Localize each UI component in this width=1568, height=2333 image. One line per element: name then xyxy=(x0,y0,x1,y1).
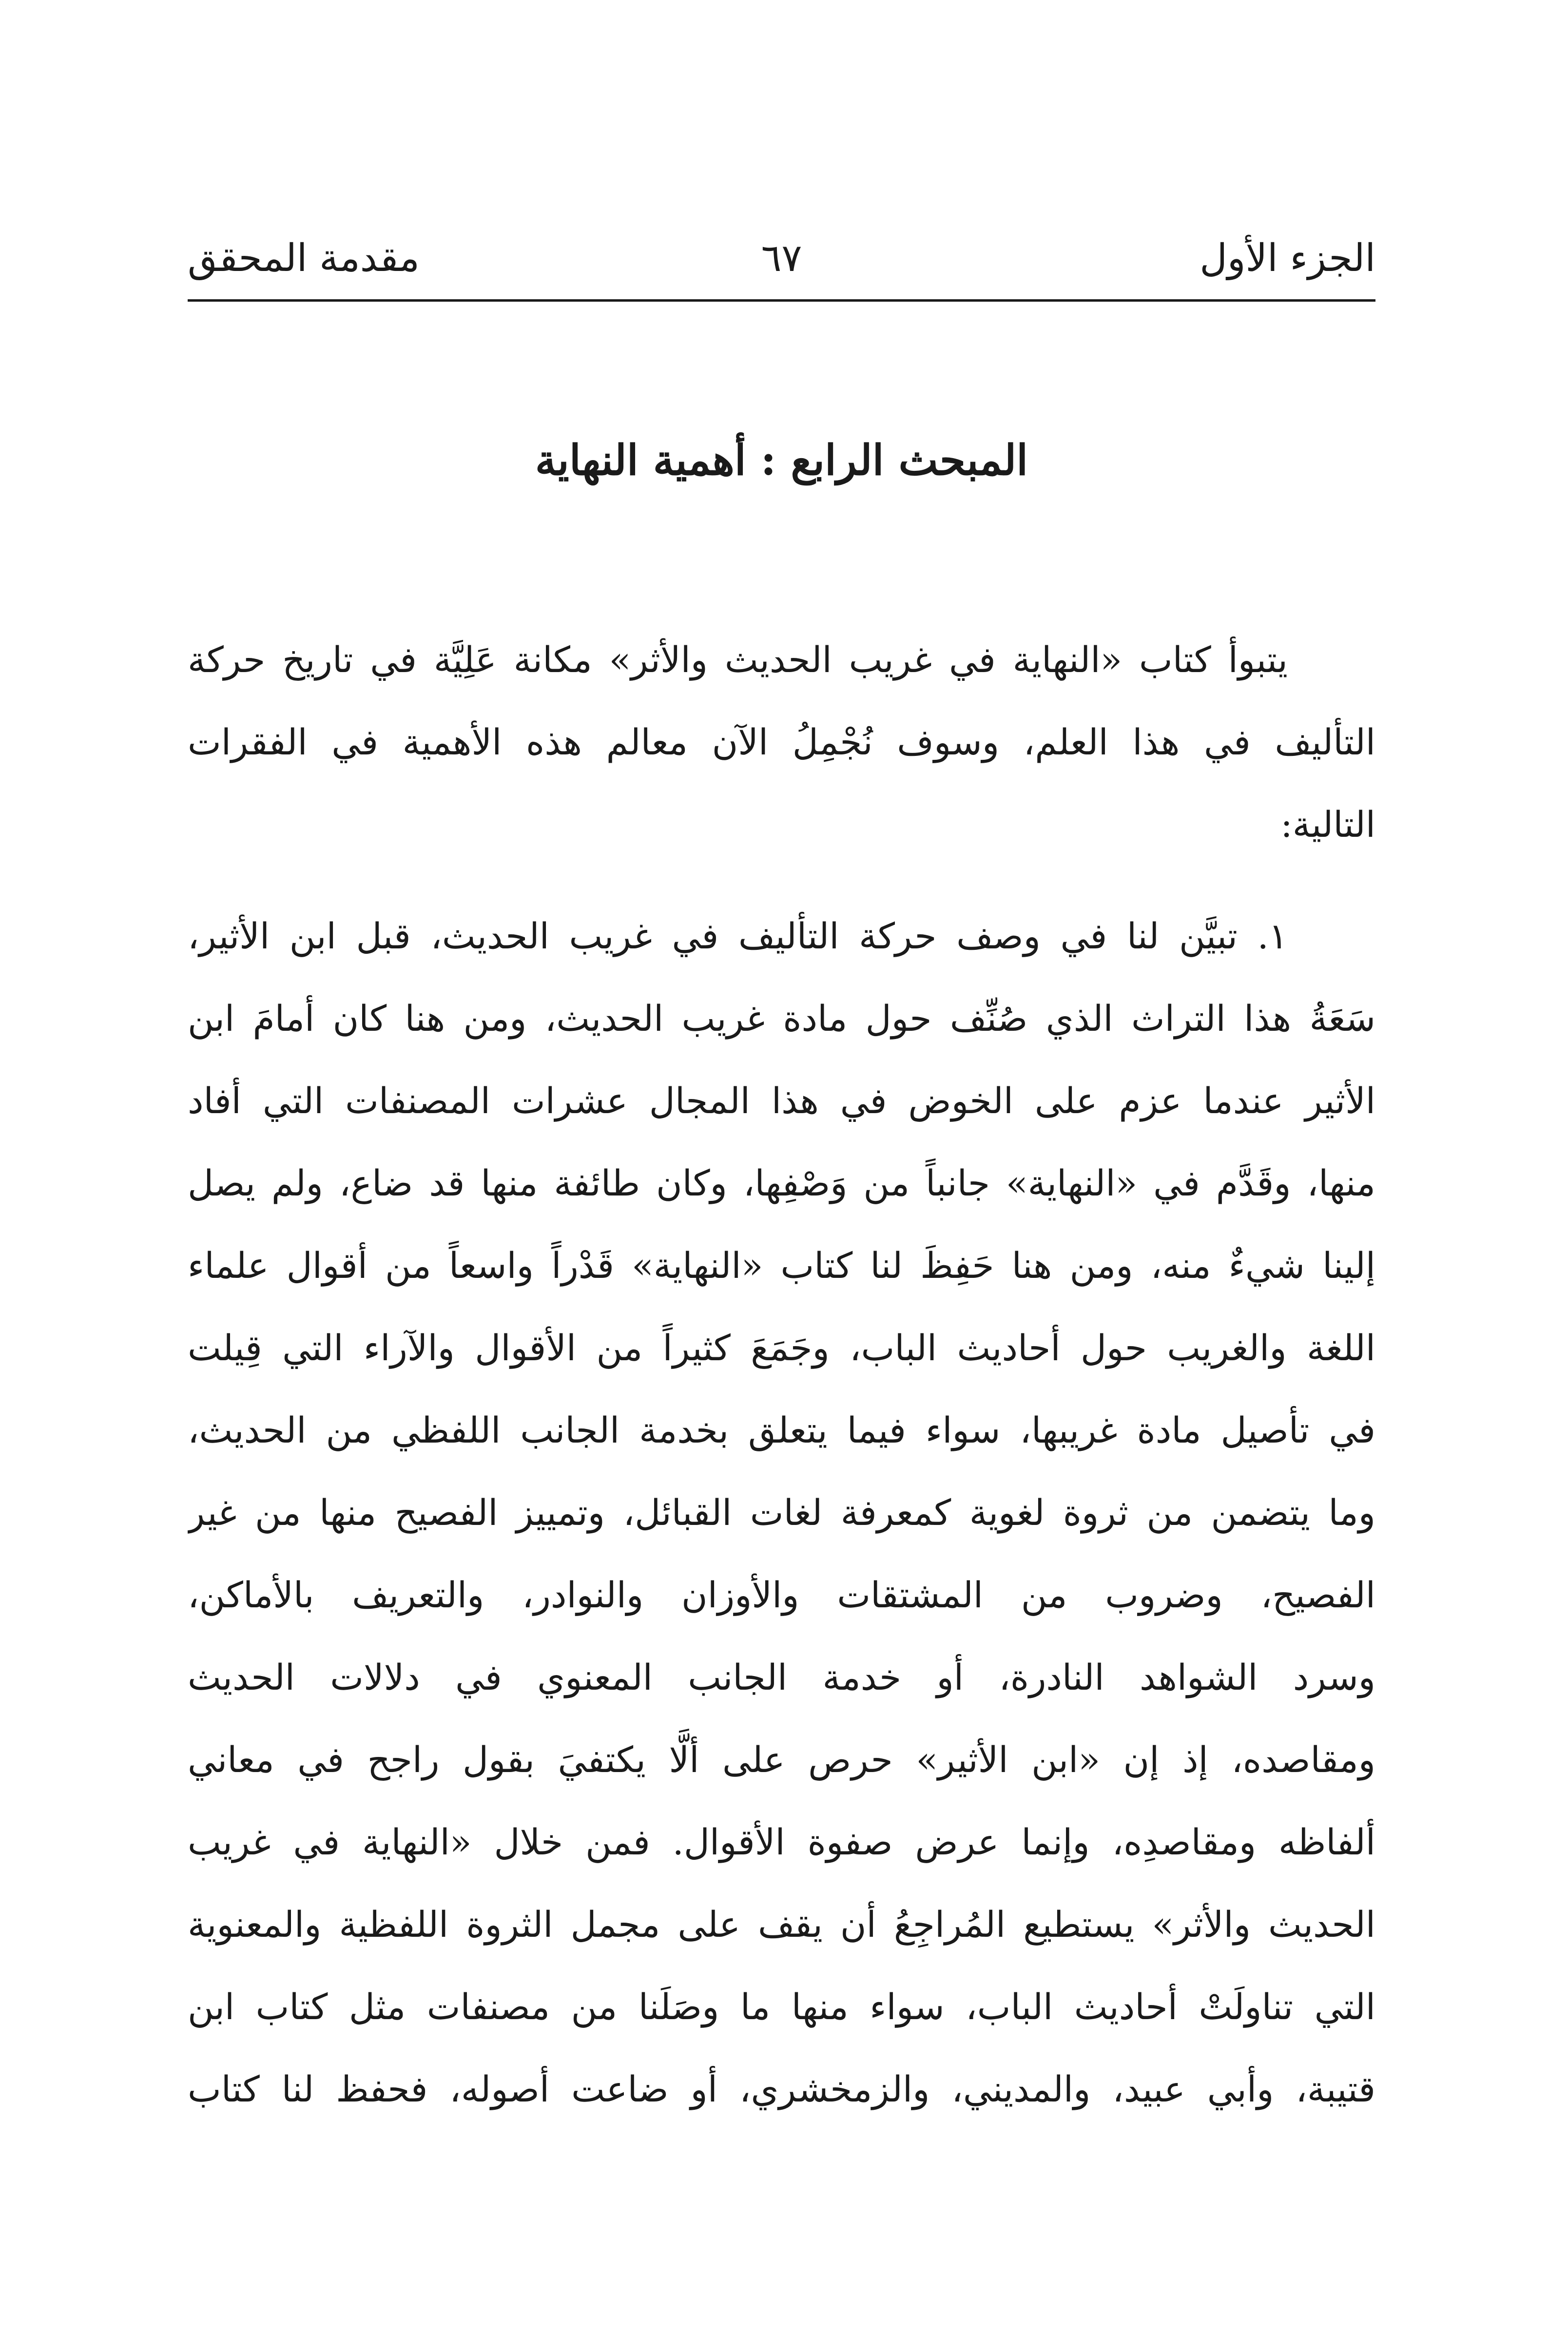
page-number: ٦٧ xyxy=(761,236,802,280)
text-line: التي تناولَتْ أحاديث الباب، سواء منها ما وصَلَنا من مصنفات مثل كتاب ابن xyxy=(188,1986,1375,2028)
text-line: ألفاظه ومقاصدِه، وإنما عرض صفوة الأقوال. فمن خلال «النهاية في غريب xyxy=(188,1822,1375,1863)
text-line: وما يتضمن من ثروة لغوية كمعرفة لغات القبائل، وتمييز الفصيح منها من غير xyxy=(188,1492,1375,1534)
running-header xyxy=(188,222,1375,295)
text-line: ١. تبيَّن لنا في وصف حركة التأليف في غريب الحديث، قبل ابن الأثير، xyxy=(188,916,1288,957)
section-title: المبحث الرابع : أهمية النهاية xyxy=(535,436,1028,485)
header-divider xyxy=(188,299,1375,302)
text-line: يتبوأ كتاب «النهاية في غريب الحديث والأثر» مكانة عَلِيَّة في تاريخ حركة xyxy=(188,639,1288,681)
text-line: ومقاصده، إذ إن «ابن الأثير» حرص على ألَّا يكتفيَ بقول راجح في معاني xyxy=(188,1739,1375,1781)
text-line: إلينا شيءٌ منه، ومن هنا حَفِظَ لنا كتاب «النهاية» قَدْراً واسعاً من أقوال علماء xyxy=(188,1245,1375,1287)
paragraph-2 xyxy=(188,895,1375,2131)
paragraph-gap xyxy=(188,866,1375,895)
text-line: في تأصيل مادة غريبها، سواء فيما يتعلق بخدمة الجانب اللفظي من الحديث، xyxy=(188,1410,1375,1451)
text-line: وسرد الشواهد النادرة، أو خدمة الجانب المعنوي في دلالات الحديث xyxy=(188,1657,1375,1698)
text-line: التالية: xyxy=(1280,804,1375,846)
section-label: مقدمة المحقق xyxy=(188,236,420,280)
text-line: قتيبة، وأبي عبيد، والمديني، والزمخشري، أو ضاعت أصوله، فحفظ لنا كتاب xyxy=(188,2069,1375,2110)
paragraph-1 xyxy=(188,619,1375,866)
text-line: الأثير عندما عزم على الخوض في هذا المجال عشرات المصنفات التي أفاد xyxy=(188,1080,1375,1122)
text-line: سَعَةُ هذا التراث الذي صُنِّف حول مادة غريب الحديث، ومن هنا كان أمامَ ابن xyxy=(188,998,1375,1040)
text-line: الفصيح، وضروب من المشتقات والأوزان والنوادر، والتعريف بالأماكن، xyxy=(188,1575,1375,1616)
text-line: الحديث والأثر» يستطيع المُراجِعُ أن يقف على مجمل الثروة اللفظية والمعنوية xyxy=(188,1904,1375,1946)
volume-label: الجزء الأول xyxy=(1200,236,1375,280)
text-line: منها، وقَدَّم في «النهاية» جانباً من وَصْفِها، وكان طائفة منها قد ضاع، ولم يصل xyxy=(188,1163,1375,1204)
text-line: اللغة والغريب حول أحاديث الباب، وجَمَعَ كثيراً من الأقوال والآراء التي قِيلت xyxy=(188,1328,1375,1369)
body-text xyxy=(188,619,1375,2131)
text-line: التأليف في هذا العلم، وسوف نُجْمِلُ الآن معالم هذه الأهمية في الفقرات xyxy=(188,722,1375,763)
